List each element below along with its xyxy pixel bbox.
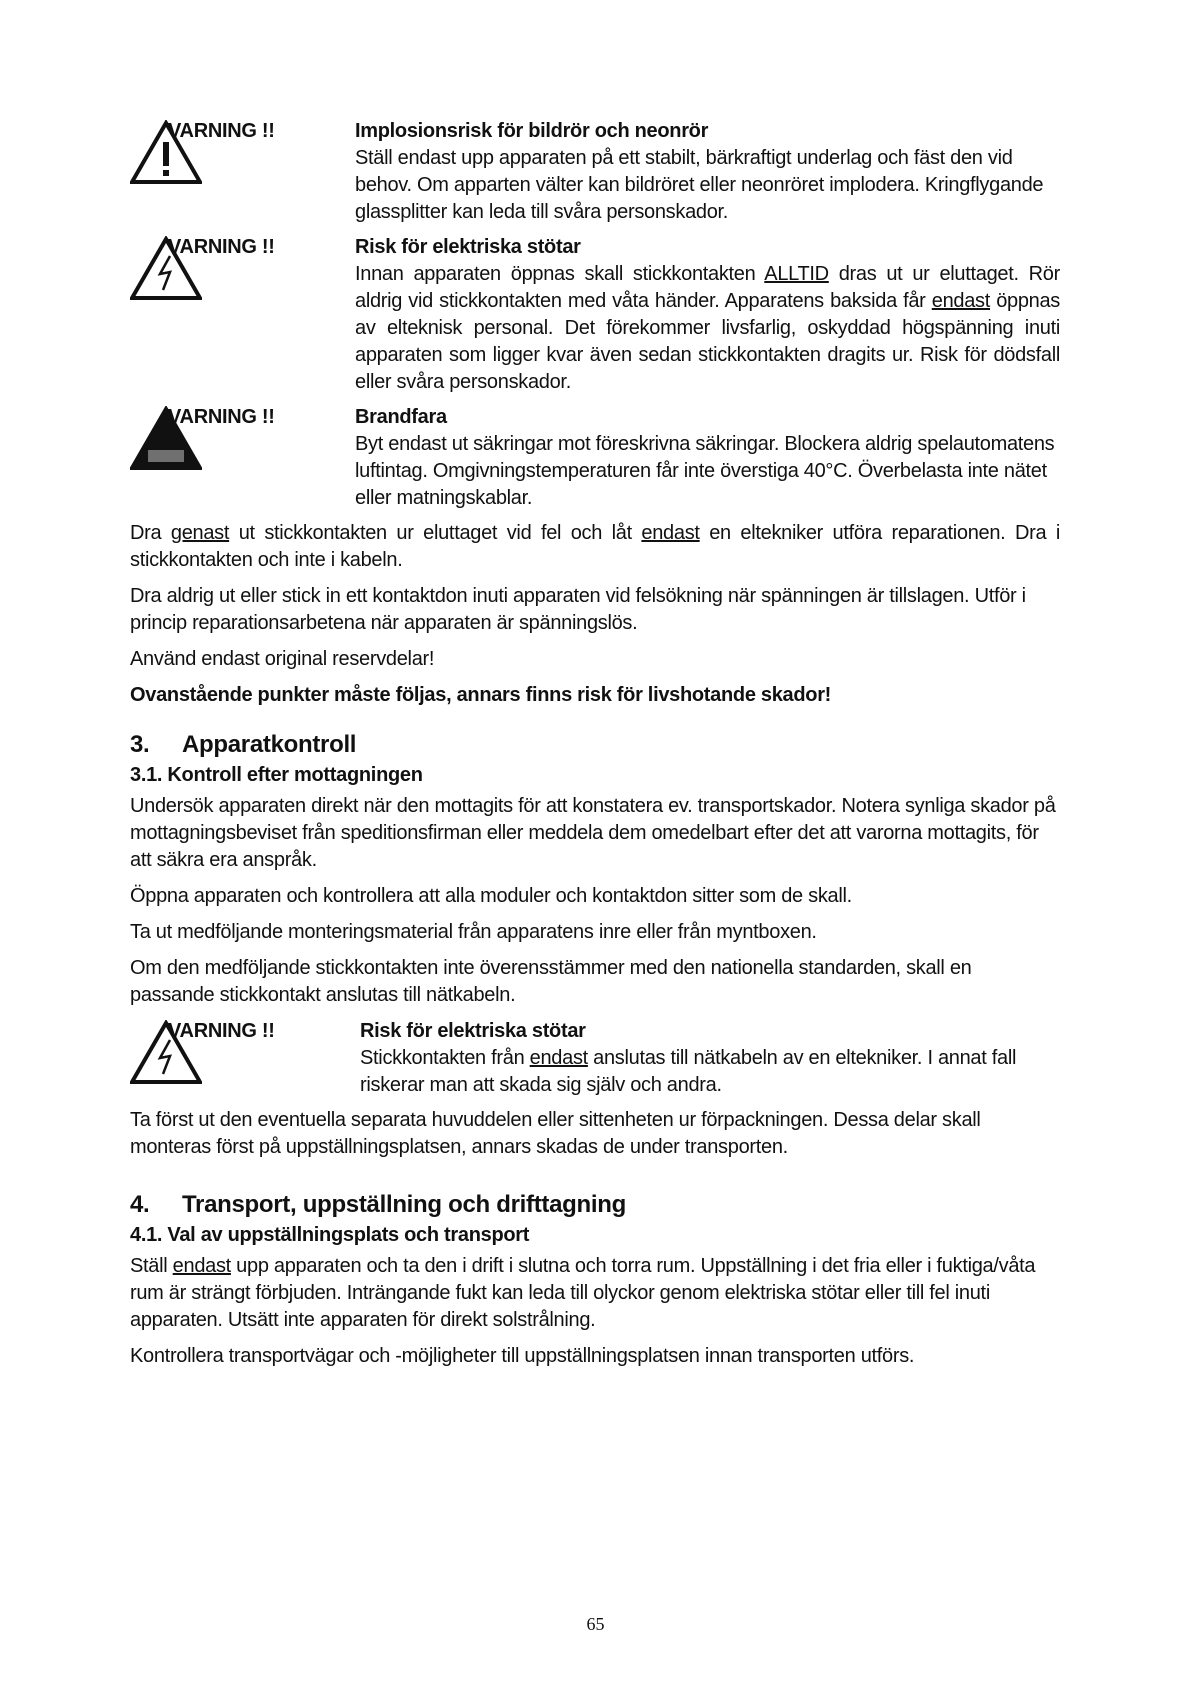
paragraph: Använd endast original reservdelar!	[130, 648, 435, 670]
paragraph: Undersök apparaten direkt när den mottagits för att konstatera ev. transportskador. Notera synliga skador på mottagningsbeviset från speditionsfirman eller meddela dem omedelbart efter det att varorna mottagits, för att säkra era anspråk.	[130, 795, 1056, 871]
warning-text: Ställ endast upp apparaten på ett stabilt, bärkraftigt underlag och fäst den vid behov. Om apparten välter kan bildröret eller neonröret implodera. Kringflygande glassplitter kan leda till svåra personskador.	[355, 147, 1044, 223]
document-page	[130, 118, 1060, 1379]
warning-label: VARNING !!	[168, 236, 275, 258]
paragraph: Om den medföljande stickkontakten inte överensstämmer med den nationella standarden, skall en passande stickkontakt anslutas till nätkabeln.	[130, 957, 972, 1006]
paragraph: Ställ endast upp apparaten och ta den i drift i slutna och torra rum. Uppställning i det fria eller i fuktiga/våta rum är strängt förbjuden. Inträngande fukt kan leda till olyckor genom elektriska stötar eller till fel inuti apparaten. Utsätt inte apparaten för direkt solstrålning.	[130, 1255, 1036, 1331]
warning-label: VARNING !!	[168, 120, 275, 142]
paragraph: Ta ut medföljande monteringsmaterial från apparatens inre eller från myntboxen.	[130, 921, 817, 943]
page-number: 65	[586, 1614, 605, 1634]
warning-electric	[130, 234, 1060, 396]
paragraph: Kontrollera transportvägar och -möjligheter till uppställningsplatsen innan transporten utförs.	[130, 1345, 915, 1367]
warning-label: VARNING !!	[168, 1020, 275, 1042]
bold-warning-paragraph: Ovanstående punkter måste följas, annars finns risk för livshotande skador!	[130, 684, 832, 706]
paragraph: Dra genast ut stickkontakten ur eluttaget vid fel och låt endast en eltekniker utföra reparationen. Dra i stickkontakten och inte i kabeln.	[130, 522, 1060, 571]
warning-text: Stickkontakten från endast anslutas till nätkabeln av en eltekniker. I annat fall riskerar man att skada sig själv och andra.	[360, 1047, 1017, 1096]
warning-title: Risk för elektriska stötar	[355, 236, 581, 258]
warning-title: Brandfara	[355, 406, 447, 428]
paragraph: Dra aldrig ut eller stick in ett kontaktdon inuti apparaten vid felsökning när spänningen är tillslagen. Utför i princip reparationsarbetena när apparaten är spänningslös.	[130, 585, 1026, 634]
warning-text: Innan apparaten öppnas skall stickkontakten ALLTID dras ut ur eluttaget. Rör aldrig vid stickkontakten med våta händer. Apparatens baksida får endast öppnas av elteknisk personal. Det förekommer livsfarlig, oskyddad högspänning inuti apparaten som ligger kvar även sedan stickkontakten dragits ur. Risk för dödsfall eller svåra personskador.	[355, 263, 1061, 393]
warning-title: Implosionsrisk för bildrör och neonrör	[355, 120, 709, 142]
section-heading: 4. Transport, uppställning och drifttagning	[130, 1191, 626, 1218]
warning-text: Byt endast ut säkringar mot föreskrivna säkringar. Blockera aldrig spelautomatens luftintag. Omgivningstemperaturen får inte överstiga 40°C. Överbelasta inte nätet eller matningskablar.	[355, 433, 1055, 509]
warning-fire	[130, 404, 1060, 512]
subsection-heading: 3.1. Kontroll efter mottagningen	[130, 764, 423, 786]
warning-implosion	[130, 118, 1060, 226]
warning-electric-plug	[130, 1018, 1060, 1099]
subsection-heading: 4.1. Val av uppställningsplats och transport	[130, 1224, 530, 1246]
paragraph: Öppna apparaten och kontrollera att alla moduler och kontaktdon sitter som de skall.	[130, 885, 852, 907]
warning-label: VARNING !!	[168, 406, 275, 428]
paragraph: Ta först ut den eventuella separata huvuddelen eller sittenheten ur förpackningen. Dessa delar skall monteras först på uppställningsplatsen, annars skadas de under transporten.	[130, 1109, 981, 1158]
section-heading: 3. Apparatkontroll	[130, 731, 357, 758]
warning-title: Risk för elektriska stötar	[360, 1020, 586, 1042]
